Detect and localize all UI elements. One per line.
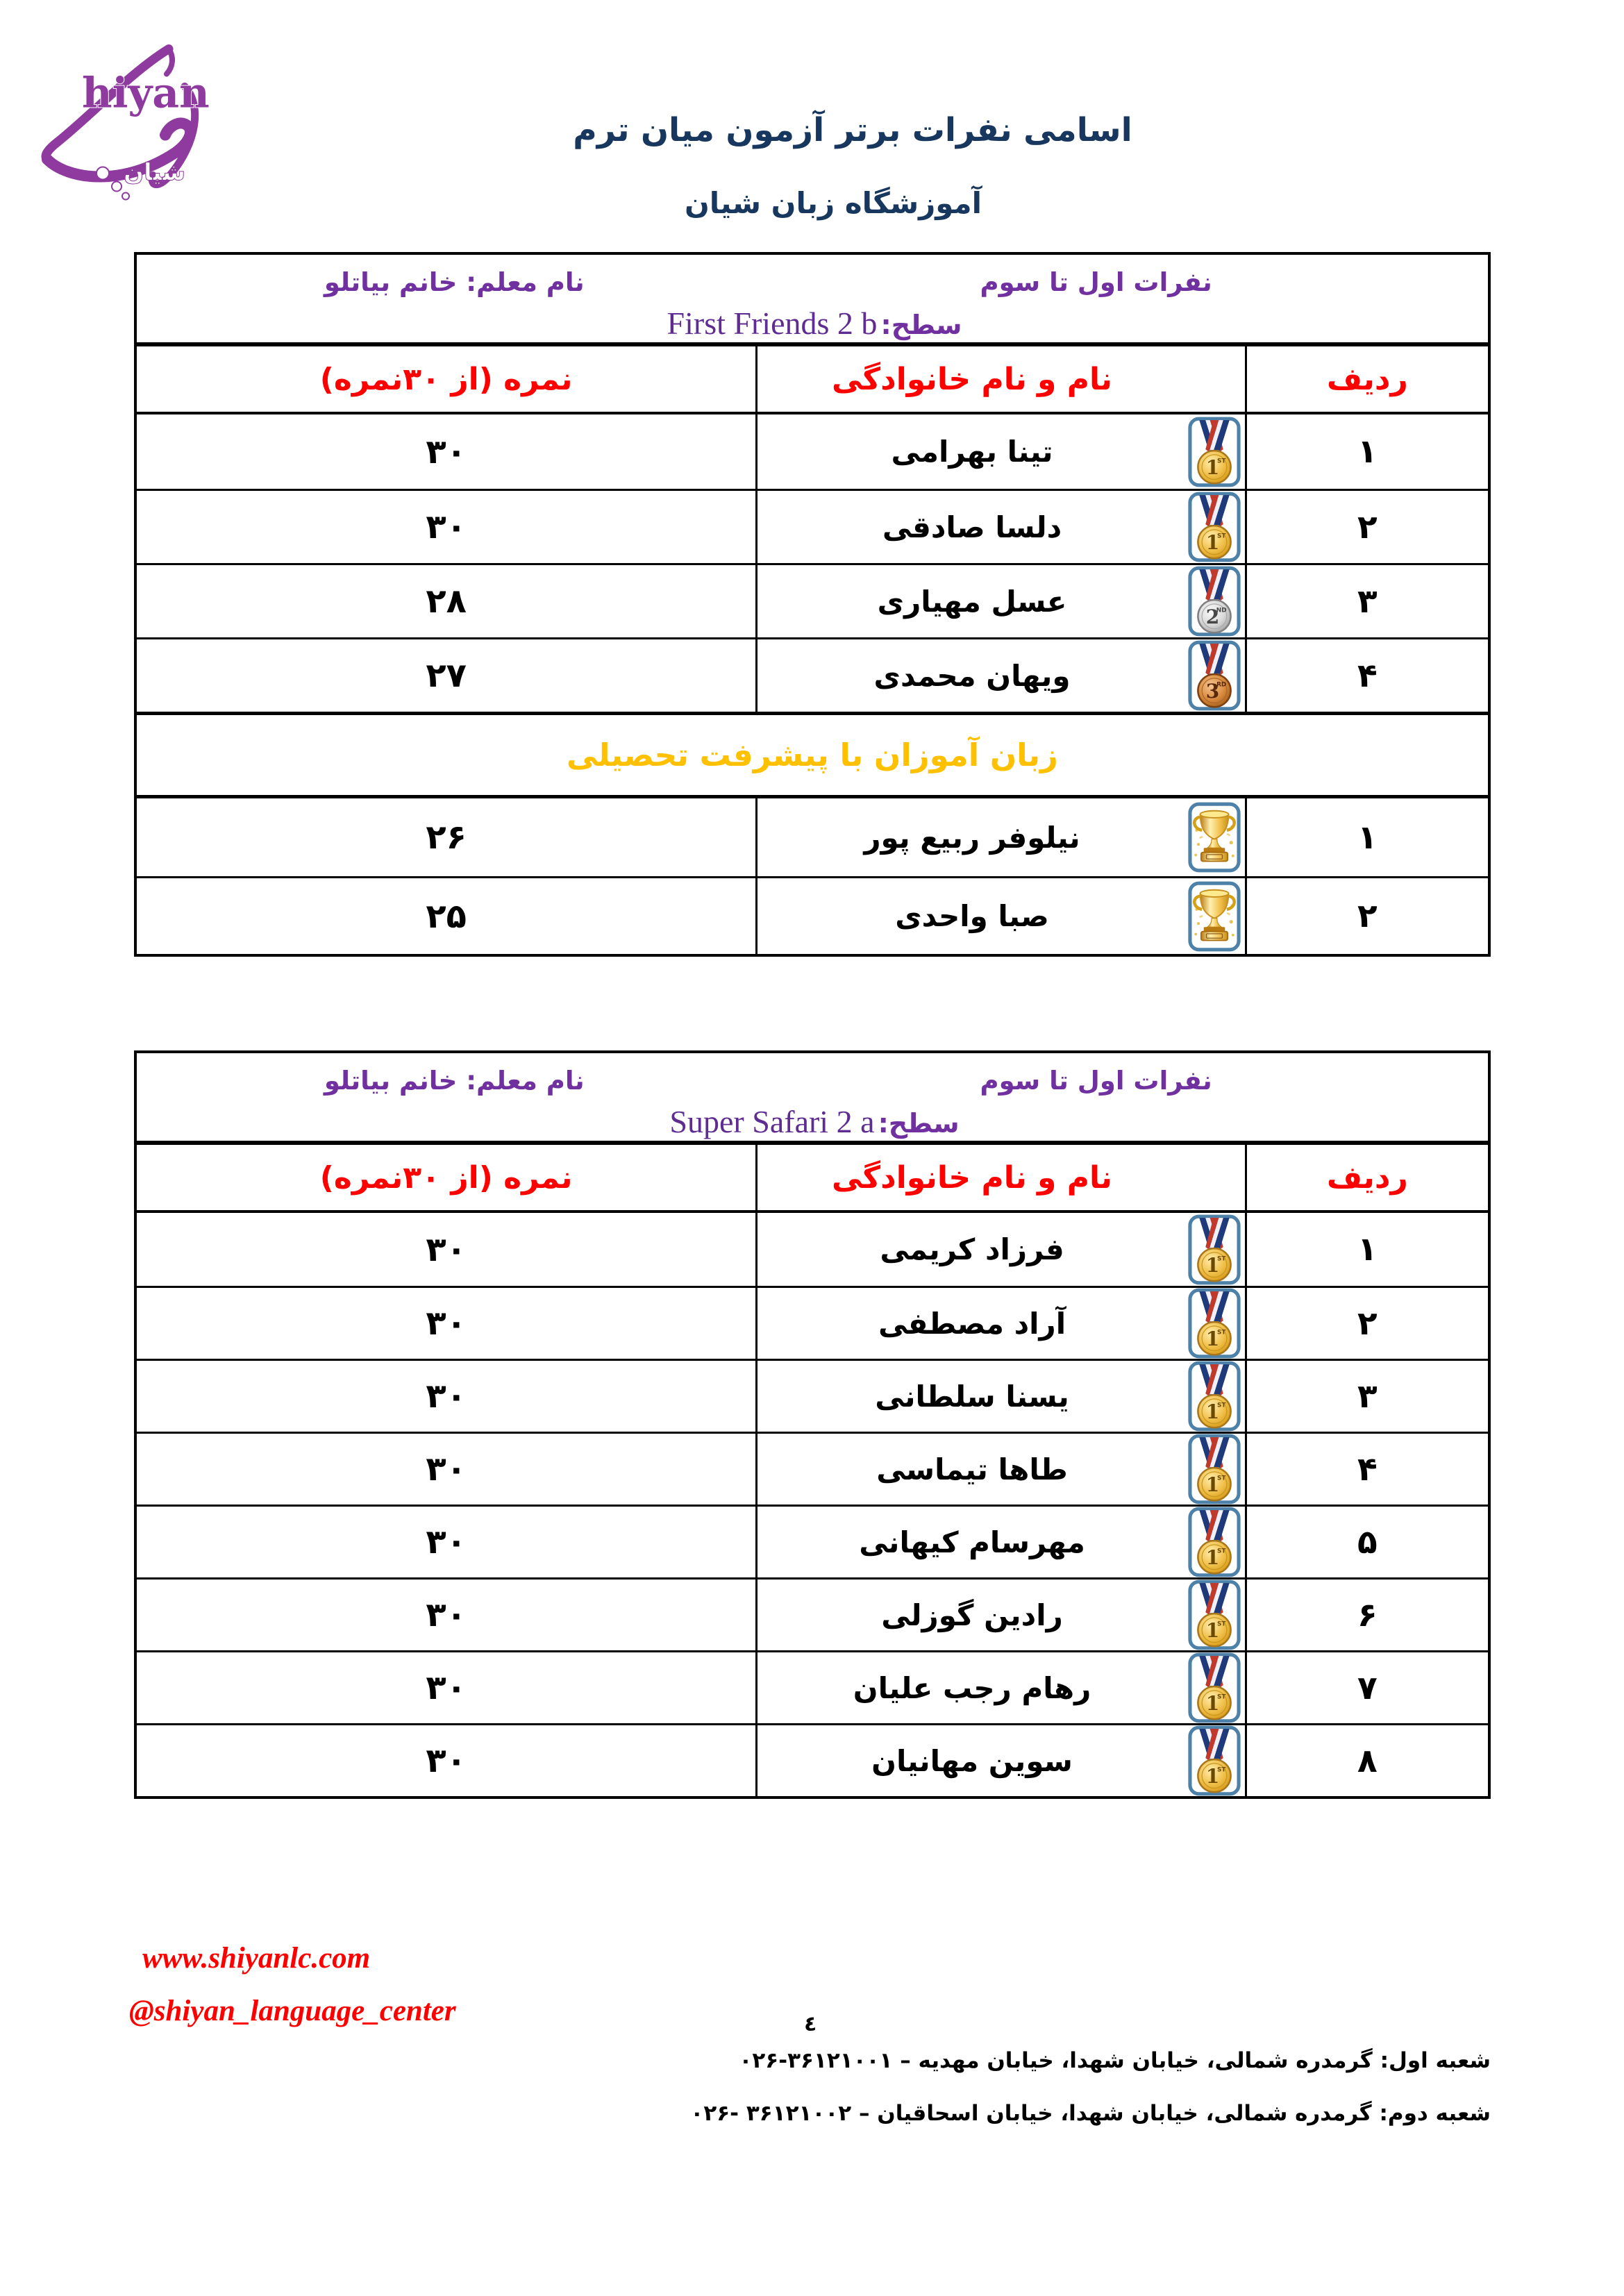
score-cell: ۳۰ [426,1304,467,1343]
name-cell [755,414,1244,489]
name-cell [755,491,1244,563]
table-row [137,1359,1488,1432]
score-cell: ۲۷ [426,656,467,695]
score-cell: ۲۵ [426,896,467,936]
instagram-handle: @shiyan_language_center [129,1995,456,2027]
name-cell [755,1507,1244,1577]
shiyan-logo [19,36,249,237]
group-title: نفرات اول تا سوم [980,267,1212,297]
score-cell: ۳۰ [426,1595,467,1634]
score-cell: ۲۸ [426,582,467,621]
name-cell [755,639,1244,712]
bronze-medal-icon [1187,640,1241,711]
table-row [137,1723,1488,1796]
rank-cell: ۱ [1245,798,1488,876]
table-header [137,255,1488,346]
name-cell [755,1288,1244,1359]
page-subtitle: آموزشگاه زبان شیان [684,186,982,220]
level-name: Super Safari 2 a [669,1104,875,1139]
rank-cell: ۳ [1245,1361,1488,1432]
rank-cell: ۱ [1245,1213,1488,1286]
table-row [137,637,1488,712]
column-header-score: نمره (از ۳۰نمره) [319,361,573,397]
student-name: آراد مصطفی [878,1306,1066,1341]
rank-cell: ۲ [1245,491,1488,563]
student-name: فرزاد کریمی [880,1232,1064,1266]
level-label: سطح: [880,310,962,340]
rank-cell: ۷ [1245,1652,1488,1723]
score-cell: ۳۰ [426,1523,467,1561]
student-name: ویهان محمدی [873,658,1071,693]
branch-2-text: شعبه دوم: گرمدره شمالی، خیابان شهدا، خیابان اسحاقیان – [851,2101,1491,2126]
rank-cell: ۳ [1245,565,1488,637]
column-header-name: نام و نام خانوادگی [755,1145,1244,1210]
branch-1-address [739,2048,1491,2073]
score-cell: ۳۰ [426,1741,467,1780]
rank-cell: ۸ [1245,1725,1488,1796]
score-cell: ۳۰ [426,1450,467,1489]
table-row [137,489,1488,563]
branch-1-text: شعبه اول: گرمدره شمالی، خیابان شهدا، خیابان مهدیه – [892,2048,1491,2073]
score-cell: ۳۰ [426,432,467,471]
branch-1-phone: ۰۲۶-۳۶۱۲۱۰۰۱ [739,2048,893,2073]
name-cell [755,565,1244,637]
column-header-rank: ردیف [1245,1145,1488,1210]
table-row [137,414,1488,489]
name-cell [755,1213,1244,1286]
table-row [137,1650,1488,1723]
gold-medal-icon [1187,1507,1241,1577]
progress-section-title: زبان آموزان با پیشرفت تحصیلی [137,712,1488,798]
teacher-name: نام معلم: خانم بیاتلو [324,1066,585,1096]
logo-persian-text: شیان [124,158,186,187]
column-header-row [137,1145,1488,1213]
column-header-score: نمره (از ۳۰نمره) [319,1159,573,1196]
gold-medal-icon [1187,417,1241,487]
student-name: تینا بهرامی [891,435,1053,469]
website-url: www.shiyanlc.com [142,1942,371,1975]
column-header-row [137,346,1488,414]
rank-cell: ۵ [1245,1507,1488,1577]
gold-medal-icon [1187,1361,1241,1432]
student-name: عسل مهیاری [877,584,1067,619]
results-table-super-safari [134,1050,1491,1799]
rank-cell: ۱ [1245,414,1488,489]
table-row [137,1505,1488,1577]
rank-cell: ۶ [1245,1579,1488,1650]
student-name: دلسا صادقی [882,510,1062,544]
group-title: نفرات اول تا سوم [980,1066,1212,1096]
branch-2-address [690,2101,1491,2126]
gold-medal-icon [1187,1434,1241,1505]
gold-medal-icon [1187,1214,1241,1285]
level-name: First Friends 2 b [667,305,878,341]
table-row [137,563,1488,637]
name-cell [755,878,1244,954]
trophy-icon [1187,881,1241,952]
page-title: اسامی نفرات برتر آزمون میان ترم [573,111,1132,149]
student-name: سوین مهانیان [871,1743,1073,1778]
student-name: صبا واحدی [895,899,1049,933]
gold-medal-icon [1187,492,1241,562]
rank-cell: ۲ [1245,878,1488,954]
gold-medal-icon [1187,1652,1241,1723]
name-cell [755,798,1244,876]
gold-medal-icon [1187,1288,1241,1359]
table-row [137,1577,1488,1650]
page-number: ٤ [804,2012,817,2036]
student-name: نیلوفر ربیع پور [864,820,1080,855]
logo-latin-text: hiyan [82,69,210,118]
table-header [137,1053,1488,1145]
trophy-icon [1187,802,1241,873]
silver-medal-icon [1187,566,1241,637]
rank-cell: ۴ [1245,1434,1488,1505]
student-name: رهام رجب علیان [853,1670,1091,1705]
score-cell: ۳۰ [426,1377,467,1416]
name-cell [755,1725,1244,1796]
student-name: طاها تیماسی [876,1452,1068,1486]
score-cell: ۲۶ [426,818,467,857]
teacher-name: نام معلم: خانم بیاتلو [324,267,585,297]
branch-2-phone: ۰۲۶- ۳۶۱۲۱۰۰۲ [690,2101,852,2126]
table-row [137,798,1488,876]
table-row [137,1286,1488,1359]
rank-cell: ۲ [1245,1288,1488,1359]
table-row [137,1213,1488,1286]
level-line [663,305,962,342]
name-cell [755,1434,1244,1505]
name-cell [755,1361,1244,1432]
column-header-rank: ردیف [1245,346,1488,412]
student-name: رادین گوزلی [881,1598,1063,1632]
table-row [137,876,1488,954]
gold-medal-icon [1187,1725,1241,1796]
gold-medal-icon [1187,1579,1241,1650]
results-table-first-friends [134,252,1491,957]
level-line [665,1103,959,1140]
score-cell: ۳۰ [426,1668,467,1707]
score-cell: ۳۰ [426,508,467,546]
table-row [137,1432,1488,1505]
name-cell [755,1579,1244,1650]
level-label: سطح: [878,1108,960,1139]
name-cell [755,1652,1244,1723]
score-cell: ۳۰ [426,1230,467,1269]
rank-cell: ۴ [1245,639,1488,712]
student-name: یسنا سلطانی [875,1379,1069,1414]
student-name: مهرسام کیهانی [859,1525,1085,1559]
column-header-name: نام و نام خانوادگی [755,346,1244,412]
